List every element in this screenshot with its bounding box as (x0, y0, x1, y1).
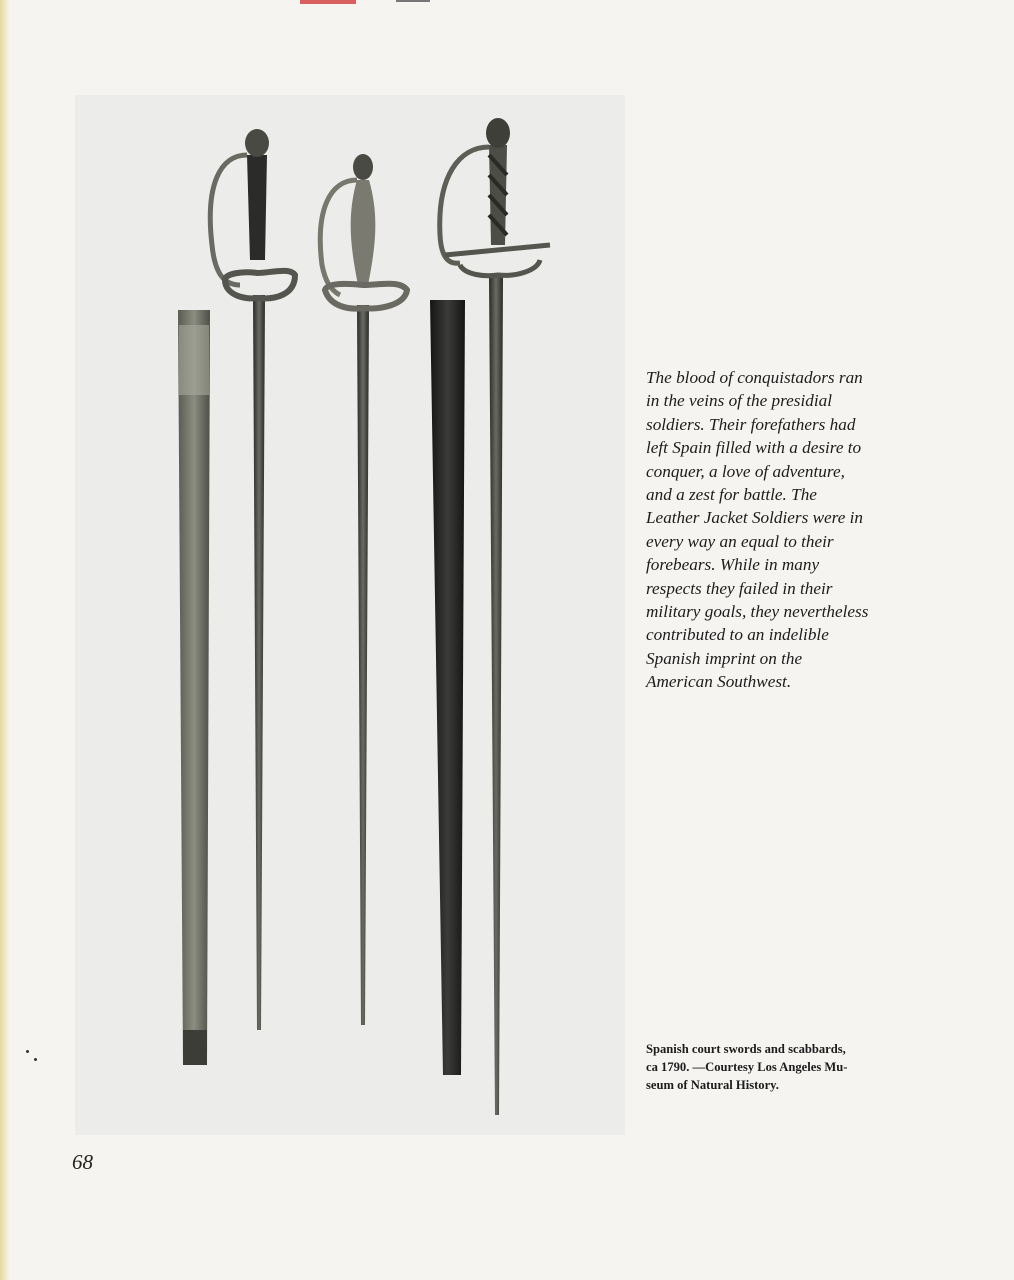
body-line: and a zest for battle. The (646, 485, 817, 505)
body-line: The blood of conquistadors ran (646, 368, 863, 387)
body-line: every way an equal to their (646, 531, 834, 551)
body-line: in the veins of the presidial (646, 391, 833, 411)
top-margin-rule (396, 0, 430, 2)
body-line: contributed to an indelible (646, 625, 829, 645)
body-line: soldiers. Their forefathers had (646, 414, 856, 434)
swords-illustration (75, 95, 625, 1135)
speck (26, 1050, 29, 1053)
caption-line: ca 1790. —Courtesy Los Angeles Mu- (646, 1060, 848, 1074)
photo-caption (646, 1040, 921, 1094)
page-number: 68 (72, 1150, 93, 1174)
body-line: left Spain filled with a desire to (646, 438, 862, 458)
body-line: American Southwest. (646, 672, 792, 692)
top-margin-mark (300, 0, 356, 4)
body-line: forebears. While in many (646, 555, 820, 575)
scabbard-left (178, 310, 210, 1065)
sword-photograph (75, 95, 625, 1135)
body-text (646, 366, 916, 694)
caption-line: seum of Natural History. (646, 1078, 779, 1092)
body-line: Leather Jacket Soldiers were in (646, 508, 864, 528)
sword-2 (320, 154, 407, 1025)
speck (34, 1058, 37, 1061)
page-binding-edge (0, 0, 10, 1280)
body-line: respects they failed in their (646, 578, 833, 598)
scabbard-right (430, 300, 465, 1075)
sword-1 (210, 129, 295, 1030)
body-line: military goals, they nevertheless (646, 602, 869, 622)
body-line: conquer, a love of adventure, (646, 461, 845, 481)
body-line: Spanish imprint on the (646, 648, 803, 668)
caption-line: Spanish court swords and scabbards, (646, 1042, 846, 1056)
